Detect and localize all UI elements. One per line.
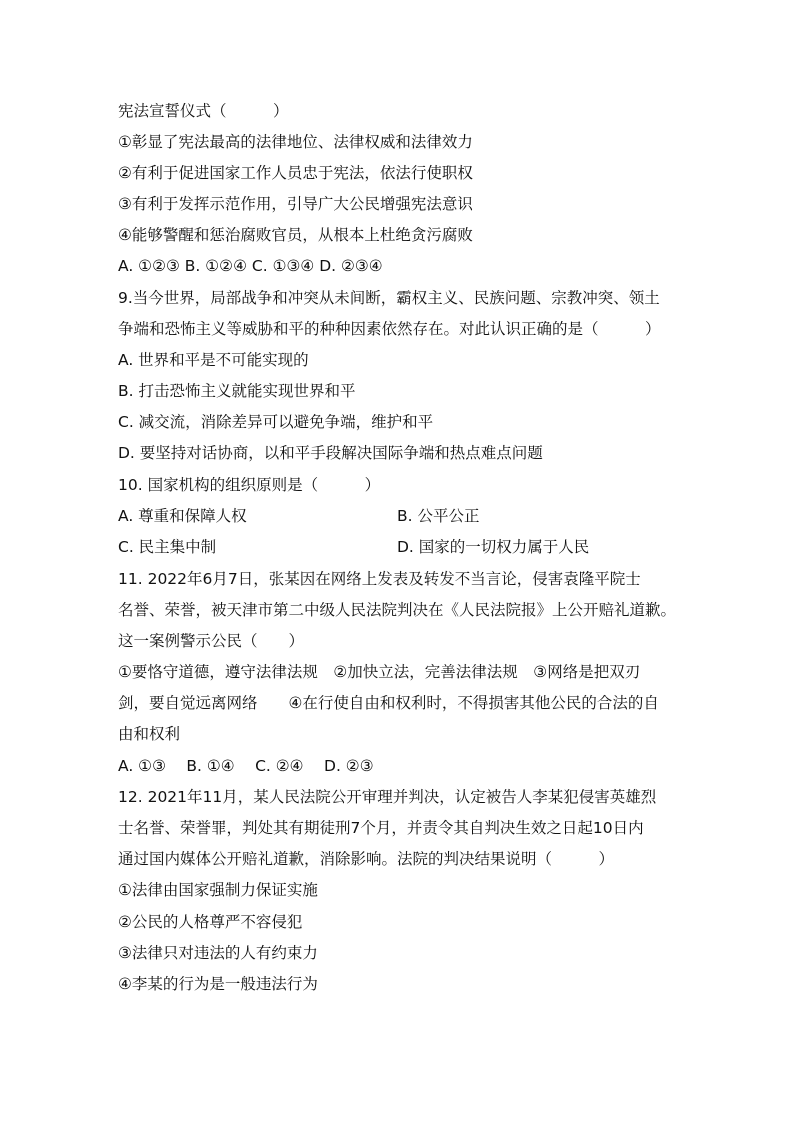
q8-stem-tail: 宪法宣誓仪式（ ）: [118, 102, 289, 120]
q11-stem-line-1: 11. 2022年6月7日，张某因在网络上发表及转发不当言论，侵害袁隆平院士: [118, 570, 641, 588]
q12-statement-3: ③法律只对违法的人有约束力: [118, 944, 318, 962]
q12-stem-line-1: 12. 2021年11月，某人民法院公开审理并判决，认定被告人李某犯侵害英雄烈: [118, 788, 657, 806]
q11-statements-line-2: 剑，要自觉远离网络 ④在行使自由和权利时，不得损害其他公民的合法的自: [118, 694, 659, 712]
q12-statement-1: ①法律由国家强制力保证实施: [118, 881, 318, 899]
q8-statement-4: ④能够警醒和惩治腐败官员，从根本上杜绝贪污腐败: [118, 226, 473, 244]
q10-option-d: D. 国家的一切权力属于人民: [397, 538, 590, 556]
q12-stem-line-3: 通过国内媒体公开赔礼道歉，消除影响。法院的判决结果说明（ ）: [118, 850, 615, 868]
q10-option-c: C. 民主集中制: [118, 538, 217, 556]
q12-stem-line-2: 士名誉、荣誉罪，判处其有期徒刑7个月，并责令其自判决生效之日起10日内: [118, 819, 644, 837]
q11-statements-line-3: 由和权利: [118, 725, 181, 743]
q9-option-a: A. 世界和平是不可能实现的: [118, 351, 309, 369]
q8-options: A. ①②③ B. ①②④ C. ①③④ D. ②③④: [118, 257, 383, 275]
q12-statement-4: ④李某的行为是一般违法行为: [118, 975, 318, 993]
q11-statements-line-1: ①要恪守道德，遵守法律法规 ②加快立法，完善法律法规 ③网络是把双刃: [118, 663, 641, 681]
q11-options: A. ①③ B. ①④ C. ②④ D. ②③: [118, 757, 374, 775]
q9-stem-line-1: 9.当今世界，局部战争和冲突从未间断，霸权主义、民族问题、宗教冲突、领土: [118, 289, 660, 307]
q11-stem-line-3: 这一案例警示公民（ ）: [118, 632, 305, 650]
q8-statement-3: ③有利于发挥示范作用，引导广大公民增强宪法意识: [118, 195, 473, 213]
q8-statement-1: ①彰显了宪法最高的法律地位、法律权威和法律效力: [118, 133, 473, 151]
q10-option-a: A. 尊重和保障人权: [118, 507, 247, 525]
q8-statement-2: ②有利于促进国家工作人员忠于宪法，依法行使职权: [118, 164, 473, 182]
q10-option-b: B. 公平公正: [397, 507, 480, 525]
q12-statement-2: ②公民的人格尊严不容侵犯: [118, 913, 303, 931]
q10-stem: 10. 国家机构的组织原则是（ ）: [118, 476, 381, 494]
q11-stem-line-2: 名誉、荣誉，被天津市第二中级人民法院判决在《人民法院报》上公开赔礼道歉。: [118, 601, 677, 619]
q9-stem-line-2: 争端和恐怖主义等威胁和平的种种因素依然存在。对此认识正确的是（ ）: [118, 320, 661, 338]
q9-option-d: D. 要坚持对话协商，以和平手段解决国际争端和热点难点问题: [118, 444, 543, 462]
q9-option-b: B. 打击恐怖主义就能实现世界和平: [118, 382, 356, 400]
q9-option-c: C. 减交流，消除差异可以避免争端，维护和平: [118, 413, 434, 431]
